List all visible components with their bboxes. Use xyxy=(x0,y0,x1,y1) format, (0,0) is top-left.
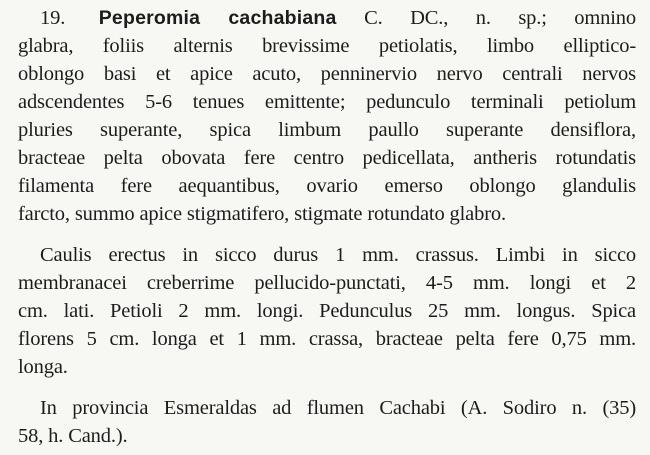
description-line: Caulis erectus in sicco durus 1 mm. crassus. Limbi in sicco xyxy=(40,244,636,266)
diagnosis-line: farcto, summo apice stigmatifero, stigmate rotundato glabro. xyxy=(18,203,506,225)
entry-number: 19. xyxy=(40,7,66,29)
diagnosis-line: glabra, foliis alternis brevissime petiolatis, limbo elliptico- xyxy=(18,35,636,57)
locality-line: In provincia Esmeraldas ad flumen Cachabi (A. Sodiro n. (35) xyxy=(40,397,636,419)
heading-rest: C. DC., n. sp.; omnino xyxy=(364,7,637,29)
locality-line: 58, h. Cand.). xyxy=(18,425,128,447)
description-line: cm. lati. Petioli 2 mm. longi. Pedunculus 25 mm. longus. Spica xyxy=(18,300,636,322)
diagnosis-line: pluries superante, spica limbum paullo superante densiflora, xyxy=(18,119,636,141)
species-name: Peperomia cachabiana xyxy=(98,7,337,29)
diagnosis-line: oblongo basi et apice acuto, penninervio nervo centrali nervos xyxy=(18,63,636,85)
entry-heading xyxy=(40,5,636,32)
description-line: florens 5 cm. longa et 1 mm. crassa, bracteae pelta fere 0,75 mm. xyxy=(18,328,636,350)
description-line: membranacei creberrime pellucido-punctati, 4-5 mm. longi et 2 xyxy=(18,272,636,294)
diagnosis-line: adscendentes 5-6 tenues emittente; pedunculo terminali petiolum xyxy=(18,91,636,113)
diagnosis-line: bracteae pelta obovata fere centro pedicellata, antheris rotundatis xyxy=(18,147,636,169)
diagnosis-line: filamenta fere aequantibus, ovario emerso oblongo glandulis xyxy=(18,175,636,197)
description-line: longa. xyxy=(18,356,68,378)
